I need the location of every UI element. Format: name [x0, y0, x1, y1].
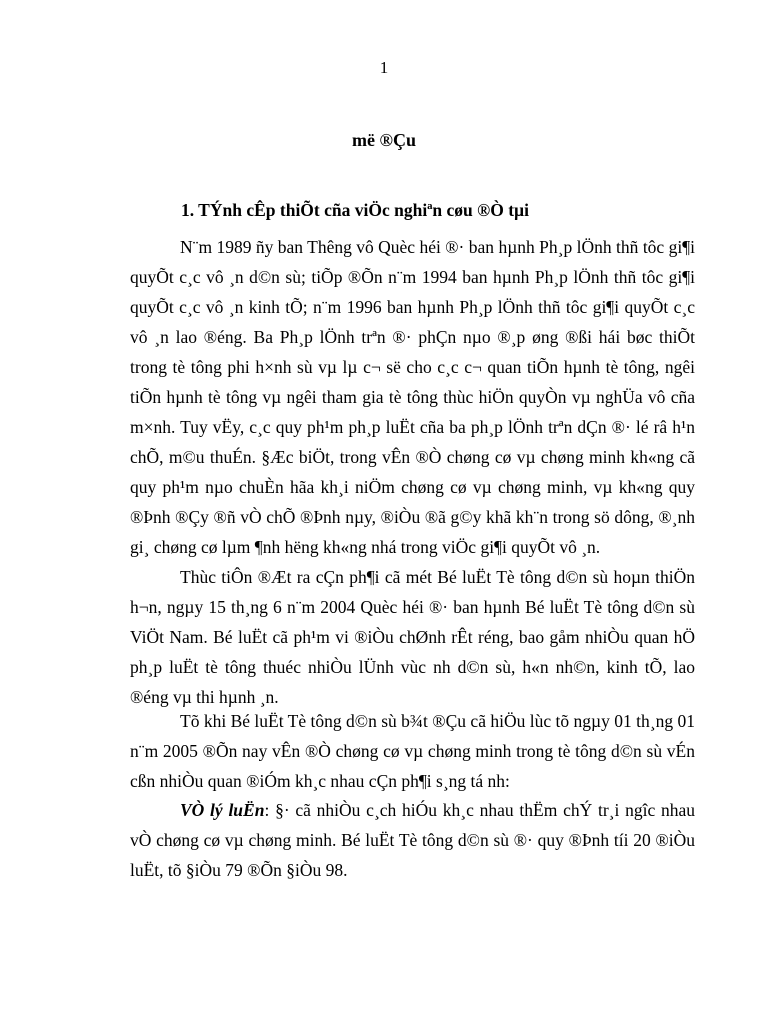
paragraph-4 [130, 795, 695, 885]
paragraph-4-lead: VÒ lý luËn [180, 800, 265, 820]
paragraph-2: Thùc tiÔn ®Æt ra cÇn ph¶i cã mét Bé luËt Tè tông d©n sù hoµn thiÖn h¬n, ngµy 15 th¸ng 6 n¨m 2004 Quèc héi ®· ban hµnh Bé luËt Tè tông d©n sù ViÖt Nam. Bé luËt cã ph¹m vi ®iÒu chØnh rÊt réng, bao gåm nhiÒu quan hÖ ph¸p luËt tè tông thuéc nhiÒu lÜnh vùc nh d©n sù, h«n nh©n, kinh tÕ, lao ®éng vµ thi hµnh ¸n. [130, 567, 695, 707]
paragraph-3: Tõ khi Bé luËt Tè tông d©n sù b¾t ®Çu cã hiÖu lùc tõ ngµy 01 th¸ng 01 n¨m 2005 ®Õn nay vÊn ®Ò chøng cø vµ chøng minh trong tè tông d©n sù vÉn cßn nhiÒu quan ®iÓm kh¸c nhau cÇn ph¶i s¸ng tá nh: [130, 711, 695, 791]
paragraph-1: N¨m 1989 ñy ban Thêng vô Quèc héi ®· ban hµnh Ph¸p lÖnh thñ tôc gi¶i quyÕt c¸c vô ¸n d©n sù; tiÕp ®Õn n¨m 1994 ban hµnh Ph¸p lÖnh thñ tôc gi¶i quyÕt c¸c vô ¸n kinh tÕ; n¨m 1996 ban hµnh Ph¸p lÖnh thñ tôc gi¶i quyÕt c¸c vô ¸n lao ®éng. Ba Ph¸p lÖnh trªn ®· phÇn nµo ®¸p øng ®ßi hái bøc thiÕt trong tè tông phi h×nh sù vµ lµ c¬ së cho c¸c c¬ quan tiÕn hµnh tè tông, ngêi tiÕn hµnh tè tông vµ ngêi tham gia tè tông thùc hiÖn quyÒn vµ nghÜa vô cña m×nh. Tuy vËy, c¸c quy ph¹m ph¸p luËt cña ba ph¸p lÖnh trªn dÇn ®· lé râ h¹n chÕ, m©u thuÉn. §Æc biÖt, trong vÊn ®Ò chøng cø vµ chøng minh kh«ng cã quy ph¹m nµo chuÈn hãa kh¸i niÖm chøng cø vµ chøng minh, vµ kh«ng quy ®Þnh ®Çy ®ñ vÒ chÕ ®Þnh nµy, ®iÒu ®ã g©y khã kh¨n trong sö dông, ®¸nh gi¸ chøng cø lµm ¶nh hëng kh«ng nhá trong viÖc gi¶i quyÕt vô ¸n. [130, 237, 695, 557]
paragraph-4-text: : §· cã nhiÒu c¸ch hiÓu kh¸c nhau thËm chÝ tr¸i ngîc nhau vÒ chøng cø vµ chøng minh. Bé luËt Tè tông d©n sù ®· quy ®Þnh tíi 20 ®iÒu luËt, tõ §iÒu 79 ®Õn §iÒu 98. [130, 800, 695, 880]
document-title: më ®Çu [352, 130, 416, 150]
page-number: 1 [379, 58, 389, 77]
section-heading: 1. TÝnh cÊp thiÕt cña viÖc nghiªn cøu ®Ò tµi [181, 200, 530, 220]
